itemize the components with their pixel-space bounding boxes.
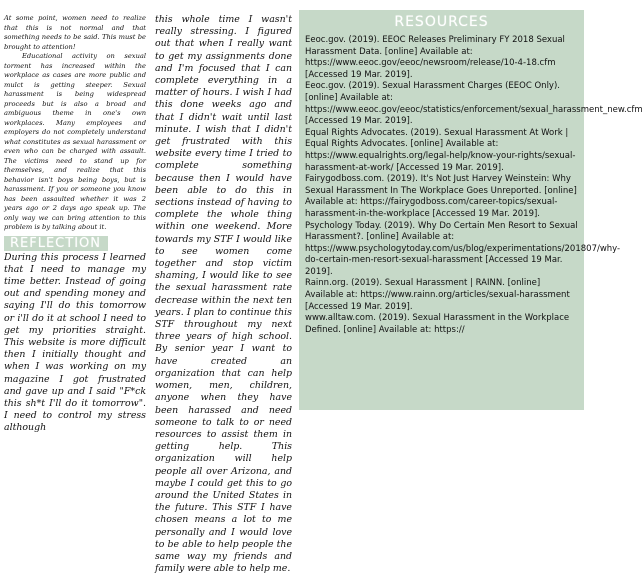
intro-paragraph-2-text: Educational activity on sexual torment has increased within the workplace as cases are more public and mulct is getting steeper. Sexual harassment is being widespread proceeds but is also a broad and ambiguous theme in one's own workplaces. Many employees and employers do not completely understand what constitutes as sexual harassment or even who can be charged with assault. The victims need to stand up for themselves, and realize that this behavior isn't boys being boys, but is harassment. If you or someone you know has been assaulted whether it was 2 years ago or 2 days ago speak up. The only way we can bring attention to this problem is by talking about it. bbox=[4, 52, 146, 231]
intro-paragraph-2 bbox=[4, 52, 146, 233]
resource-item: Eeoc.gov. (2019). Sexual Harassment Charges (EEOC Only). [online] Available at: https://www.eeoc.gov/eeoc/statistics/enforcement/sexual_harassment_new.cfm [Accessed 19 Mar. 2019]. bbox=[305, 81, 643, 127]
middle-column bbox=[152, 0, 295, 575]
resources-list bbox=[305, 35, 643, 336]
resource-item: Equal Rights Advocates. (2019). Sexual Harassment At Work | Equal Rights Advocates. [online] Available at: https://www.equalrights.org/legal-help/know-your-rights/sexual-harassment-at-work/ [Accessed 19 Mar. 2019]. bbox=[305, 127, 576, 173]
resource-item: Fairygodboss.com. (2019). It's Not Just Harvey Weinstein: Why Sexual Harassment In The Workplace Goes Unreported. [online] Available at: https://fairygodboss.com/career-topics/sexual-harassment-in-the-workplace [Accessed 19 Mar. 2019]. bbox=[305, 174, 577, 219]
reflection-text-part-2: this whole time I wasn't really stressing. I figured out that when I really want to get my assignments done and I'm focused that I can complete everything in a matter of hours. I wish I had this done weeks ago and that I didn't wait until last minute. I wish that I didn't get frustrated with this website every time I tried to complete something because then I would have been able to do this in sections instead of having to complete the whole thing within one weekend. More towards my STF I would like to see women come together and stop victim shaming, I would like to see the sexual harassment rate decrease within the next ten years. I plan to continue this STF throughout my next three years of high school. By senior year I want to have created an organization that can help women, men, children, anyone when they have been harassed and need someone to talk to or need resources to assist them in getting help. This organization will help people all over Arizona, and maybe I could get this to go around the United States in the future. This STF I have chosen means a lot to me personally and I would love to be able to help people the same way my friends and family were able to help me. bbox=[155, 14, 292, 575]
resources-heading: RESOURCES bbox=[394, 14, 489, 30]
resource-item: Eeoc.gov. (2019). EEOC Releases Preliminary FY 2018 Sexual Harassment Data. [online] Available at: https://www.eeoc.gov/eeoc/newsroom/release/10-4-18.cfm [Accessed 19 Mar. 2019]. bbox=[305, 35, 565, 80]
left-column bbox=[0, 0, 150, 434]
reflection-heading: REFLECTION bbox=[4, 236, 108, 251]
intro-paragraph-1: At some point, women need to realize that this is not normal and that something needs to be said. This must be brought to attention! bbox=[4, 14, 146, 51]
resource-item: Psychology Today. (2019). Why Do Certain Men Resort to Sexual Harassment?. [online] Available at: https://www.psychologytoday.com/us/blog/experimentations/201807/why-do-certain-men-resort-sexual-harassment [Accessed 19 Mar. 2019]. bbox=[305, 220, 621, 277]
reflection-text-part-1: During this process I learned that I need to manage my time better. Instead of going out and spending money and saying I'll do this tomorrow or i'll do it at school I need to get my priorities straight. This website is more difficult then I initially thought and when I was working on my magazine I got frustrated and gave up and I said "F*ck this sh*t I'll do it tomorrow". I need to control my stress although bbox=[4, 251, 146, 434]
resource-item: Rainn.org. (2019). Sexual Harassment | RAINN. [online] Available at: https://www.rainn.org/articles/sexual-harassment [Accessed 19 Mar. 2019]. bbox=[305, 278, 570, 312]
resources-panel bbox=[299, 10, 643, 410]
resource-item: www.alltaw.com. (2019). Sexual Harassment in the Workplace Defined. [online] Available at: https:// bbox=[305, 313, 570, 335]
